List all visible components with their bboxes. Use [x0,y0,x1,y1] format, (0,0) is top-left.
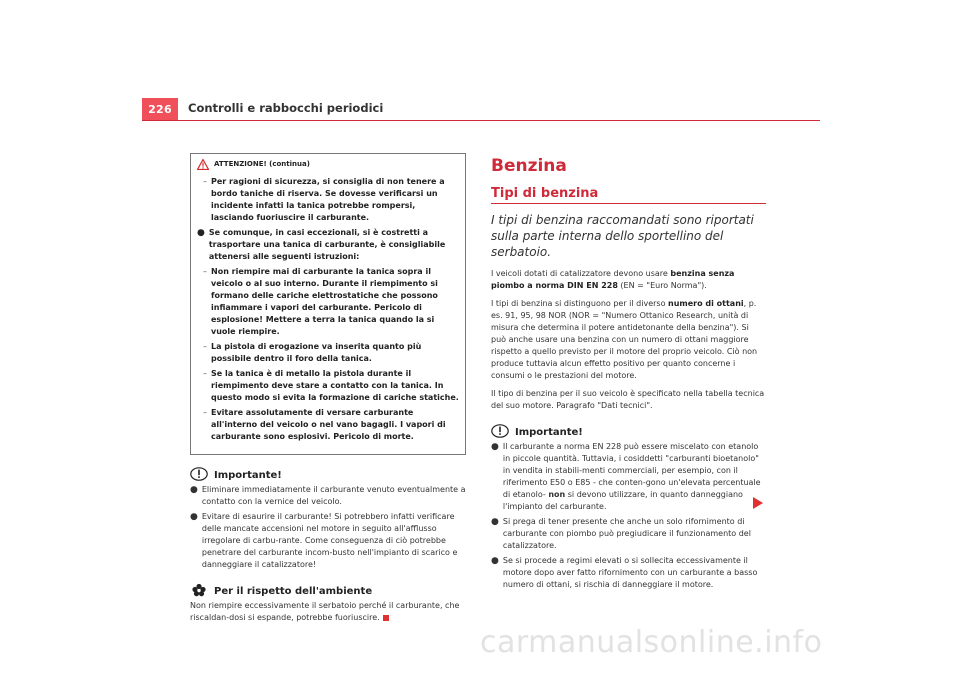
important-notes [190,484,466,571]
important-bullet-text: Eliminare immediatamente il carburante venuto eventualmente a contatto con la vernice del veicolo. [201,485,466,506]
important-notes [491,441,766,591]
warning-box [190,153,466,455]
warning-triangle-icon [197,159,209,170]
paragraph-text: I veicoli dotati di catalizzatore devono usare [491,269,671,278]
dash-marker: – [203,177,207,186]
environment-text: Non riempire eccessivamente il serbatoio perché il carburante, che riscaldan-dosi si espande, potrebbe fuoriuscire. [190,601,460,622]
important-bullet [491,555,766,591]
paragraph-bold: benzina senza piombo a norma DIN EN 228 [491,269,735,290]
page-number: 226 [142,98,178,120]
dash-marker: – [203,408,207,417]
bullet-marker: ● [190,512,198,522]
paragraph [491,268,766,292]
left-column [190,153,466,624]
paragraph-text: (EN = "Euro Norma"). [617,281,707,290]
important-bullet-text: Se si procede a regimi elevati o si sollecita eccessivamente il motore dopo aver fatto rifornimento con un carburante a basso numero di ottani, si rischia di danneggiare il motore. [502,556,758,589]
warning-sub-item [197,407,459,443]
environment-heading: Per il rispetto dell'ambiente [214,586,373,597]
warning-sub-item [197,341,459,365]
warning-bullet-item [197,227,459,263]
important-bullet [491,516,766,552]
important-bullet [190,484,466,508]
paragraph-text: I tipi di benzina si distinguono per il diverso [491,299,669,308]
paragraph-bold: numero di ottani [668,299,744,308]
important-bullet [190,511,466,571]
subsection-title: Tipi di benzina [491,186,766,204]
important-heading-row [491,424,766,438]
watermark: carmanualsonline.info [480,625,823,660]
bullet-marker: ● [491,442,499,452]
environment-heading-row [190,583,466,597]
flower-environment-icon [190,583,208,597]
warning-sub-text: Evitare assolutamente di versare carburante all'interno del veicolo o nel vano bagagli. I vapori di carburante sono esplosivi. Pericolo di morte. [211,408,446,441]
important-heading: Importante! [214,470,282,481]
warning-sub-text: Non riempire mai di carburante la tanica sopra il veicolo o al suo interno. Durante il riempimento si formano delle cariche elettrostatiche che possono infiammare i vapori del carburante. Pericolo di esplosione! Mettere a terra la tanica quando la si vuole riempire. [211,267,438,336]
important-exclamation-icon [491,424,509,438]
important-bullet-text: Si prega di tener presente che anche un solo rifornimento di carburante con piombo può pregiudicare il funzionamento del catalizzatore. [502,517,751,550]
bullet-marker: ● [197,228,205,238]
important-bullet [491,441,766,513]
warning-bullet-text: Se comunque, in casi eccezionali, si è costretti a trasportare una tanica di carburante, è consigliabile attenersi alle seguenti istruzioni: [208,228,446,261]
important-bullet-text: Evitare di esaurire il carburante! Si potrebbero infatti verificare delle mancate accensioni nel motore in seguito all'afflusso irregolare di carbu-rante. Come conseguenza di ciò potrebbe penetrare del carburante incom-busto nell'impianto di scarico e danneggiare il catalizzatore! [201,512,458,569]
bullet-marker: ● [491,517,499,527]
warning-sub-item [197,176,459,224]
lead-paragraph: I tipi di benzina raccomandati sono riportati sulla parte interna dello sportellino del serbatoio. [491,213,754,259]
dash-marker: – [203,369,207,378]
important-exclamation-icon [190,467,208,481]
environment-note [190,600,466,624]
important-heading: Importante! [515,427,583,438]
paragraph: Il tipo di benzina per il suo veicolo è specificato nella tabella tecnica del suo motore. Paragrafo "Dati tecnici". [491,389,765,410]
paragraph-text: , p. es. 91, 95, 98 NOR (NOR = "Numero Ottanico Research, unità di misura che determina il potere antidetonante della benzina"). Si può anche usare una benzina con un numero di ottani maggiore rispetto a quello previsto per il motore del proprio veicolo. Ciò non produce tuttavia alcun effetto positivo per quanto concerne i consumi o le prestazioni del motore. [491,299,758,380]
bullet-text-part: si devono utilizzare, in quanto danneggiano l'impianto del carburante. [502,490,743,511]
section-end-marker [383,615,389,621]
warning-sub-text: Per ragioni di sicurezza, si consiglia di non tenere a bordo taniche di riserva. Se dovesse verificarsi un incidente infatti la tanica potrebbe rompersi, lasciando fuoriuscire il carburante. [211,177,445,222]
next-page-arrow-icon [752,496,764,510]
bullet-text-bold: non [548,490,566,499]
dash-marker: – [203,267,207,276]
right-column [491,150,766,594]
page-header-title: Controlli e rabbocchi periodici [188,101,384,115]
warning-sub-item [197,368,459,404]
important-bullet-text [503,441,766,513]
warning-heading: ATTENZIONE! (continua) [214,160,310,168]
warning-sub-text: Se la tanica è di metallo la pistola durante il riempimento deve stare a contatto con la tanica. In questo modo si evita la formazione di cariche statiche. [211,369,459,402]
section-title: Benzina [491,156,567,176]
paragraph [491,298,766,382]
warning-sub-item [197,266,459,338]
header-divider [142,120,820,121]
warning-heading-row [197,158,459,170]
bullet-text-part: Il carburante a norma EN 228 può essere miscelato con etanolo in piccole quantità. Tuttavia, i cosiddetti "carburanti bioetanolo" in vendita in stabili-menti commerciali, per esempio, con il riferimento E50 o E85 - che conten-gono un'elevata percentuale di etanolo- [502,442,761,499]
bullet-marker: ● [190,485,198,495]
warning-sub-text: La pistola di erogazione va inserita quanto più possibile dentro il foro della tanica. [211,342,422,363]
important-heading-row [190,467,466,481]
dash-marker: – [203,342,207,351]
bullet-marker: ● [491,556,499,566]
